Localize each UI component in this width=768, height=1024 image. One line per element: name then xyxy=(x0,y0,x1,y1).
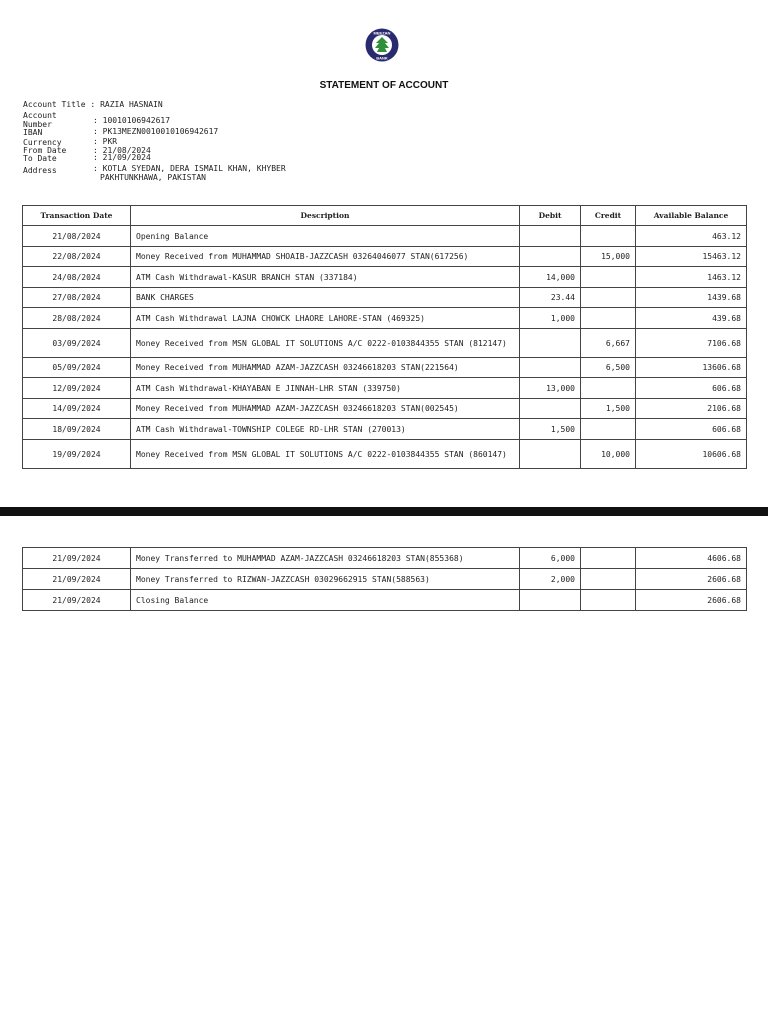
row-credit: 10,000 xyxy=(581,440,636,469)
row-description: Money Received from MSN GLOBAL IT SOLUTIONS A/C 0222-0103844355 STAN (860147) xyxy=(131,440,520,469)
header-available-balance: Available Balance xyxy=(636,206,747,226)
row-description: Money Transferred to MUHAMMAD AZAM-JAZZCASH 03246618203 STAN(855368) xyxy=(131,548,520,569)
account-number-label-2: Number xyxy=(23,120,52,129)
row-credit xyxy=(581,569,636,590)
table-row xyxy=(23,247,747,267)
row-balance: 4606.68 xyxy=(636,548,747,569)
table-row xyxy=(23,288,747,308)
row-credit: 6,500 xyxy=(581,358,636,378)
row-debit xyxy=(520,247,581,267)
page-break xyxy=(0,507,768,516)
row-debit xyxy=(520,440,581,469)
address-line-2: PAKHTUNKHAWA, PAKISTAN xyxy=(100,173,206,182)
row-debit: 2,000 xyxy=(520,569,581,590)
row-debit xyxy=(520,358,581,378)
header-debit: Debit xyxy=(520,206,581,226)
row-debit xyxy=(520,226,581,247)
row-debit: 13,000 xyxy=(520,378,581,399)
row-credit xyxy=(581,590,636,611)
account-info xyxy=(23,101,353,186)
row-credit xyxy=(581,378,636,399)
row-debit: 6,000 xyxy=(520,548,581,569)
table-row xyxy=(23,399,747,419)
row-date: 14/09/2024 xyxy=(23,399,131,419)
row-description: ATM Cash Withdrawal-TOWNSHIP COLEGE RD-LHR STAN (270013) xyxy=(131,419,520,440)
row-debit xyxy=(520,399,581,419)
row-description: Money Received from MUHAMMAD AZAM-JAZZCASH 03246618203 STAN(002545) xyxy=(131,399,520,419)
row-date: 24/08/2024 xyxy=(23,267,131,288)
table-row xyxy=(23,358,747,378)
row-balance: 606.68 xyxy=(636,419,747,440)
row-balance: 1439.68 xyxy=(636,288,747,308)
row-description: Closing Balance xyxy=(131,590,520,611)
row-balance: 439.68 xyxy=(636,308,747,329)
row-credit: 15,000 xyxy=(581,247,636,267)
row-balance: 2106.68 xyxy=(636,399,747,419)
table-row xyxy=(23,569,747,590)
row-date: 28/08/2024 xyxy=(23,308,131,329)
address-line-1: : KOTLA SYEDAN, DERA ISMAIL KHAN, KHYBER xyxy=(93,164,286,173)
address-label: Address xyxy=(23,166,57,175)
bank-logo xyxy=(365,28,399,62)
row-credit xyxy=(581,267,636,288)
row-description: BANK CHARGES xyxy=(131,288,520,308)
table-row xyxy=(23,329,747,358)
row-balance: 606.68 xyxy=(636,378,747,399)
to-date-value: : 21/09/2024 xyxy=(93,153,151,162)
table-row xyxy=(23,226,747,247)
header-transaction-date: Transaction Date xyxy=(23,206,131,226)
table-header-row xyxy=(23,206,747,226)
table-row xyxy=(23,440,747,469)
row-date: 27/08/2024 xyxy=(23,288,131,308)
logo-ring-text-top: MEEZAN xyxy=(373,30,391,36)
row-date: 21/09/2024 xyxy=(23,548,131,569)
header-credit: Credit xyxy=(581,206,636,226)
row-date: 18/09/2024 xyxy=(23,419,131,440)
to-date-label: To Date xyxy=(23,154,57,163)
row-debit xyxy=(520,590,581,611)
iban-value: : PK13MEZN0010010106942617 xyxy=(93,127,219,136)
logo-ring-text-bottom: BANK xyxy=(376,55,388,61)
row-date: 12/09/2024 xyxy=(23,378,131,399)
transactions-table xyxy=(22,205,747,469)
row-description: ATM Cash Withdrawal LAJNA CHOWCK LHAORE LAHORE-STAN (469325) xyxy=(131,308,520,329)
row-credit xyxy=(581,308,636,329)
currency-value: : PKR xyxy=(93,137,118,146)
row-credit xyxy=(581,288,636,308)
row-date: 05/09/2024 xyxy=(23,358,131,378)
row-debit: 14,000 xyxy=(520,267,581,288)
account-number-label: Account xyxy=(23,111,57,120)
row-balance: 1463.12 xyxy=(636,267,747,288)
statement-title: STATEMENT OF ACCOUNT xyxy=(319,80,449,91)
row-date: 21/09/2024 xyxy=(23,569,131,590)
iban-label: IBAN xyxy=(23,128,43,137)
row-description: Opening Balance xyxy=(131,226,520,247)
row-description: Money Received from MUHAMMAD AZAM-JAZZCASH 03246618203 STAN(221564) xyxy=(131,358,520,378)
transactions-table-continued xyxy=(22,547,747,611)
table-row xyxy=(23,308,747,329)
row-balance: 2606.68 xyxy=(636,590,747,611)
account-title-line: Account Title : RAZIA HASNAIN xyxy=(23,100,163,109)
row-date: 19/09/2024 xyxy=(23,440,131,469)
row-balance: 463.12 xyxy=(636,226,747,247)
row-balance: 7106.68 xyxy=(636,329,747,358)
row-description: ATM Cash Withdrawal-KHAYABAN E JINNAH-LHR STAN (339750) xyxy=(131,378,520,399)
from-date-value: : 21/08/2024 xyxy=(93,146,151,155)
row-debit: 1,000 xyxy=(520,308,581,329)
row-credit: 6,667 xyxy=(581,329,636,358)
row-balance: 2606.68 xyxy=(636,569,747,590)
row-credit: 1,500 xyxy=(581,399,636,419)
table-row xyxy=(23,378,747,399)
row-description: ATM Cash Withdrawal-KASUR BRANCH STAN (337184) xyxy=(131,267,520,288)
row-date: 03/09/2024 xyxy=(23,329,131,358)
row-credit xyxy=(581,419,636,440)
row-balance: 13606.68 xyxy=(636,358,747,378)
table-row xyxy=(23,590,747,611)
row-balance: 15463.12 xyxy=(636,247,747,267)
row-credit xyxy=(581,548,636,569)
row-date: 21/09/2024 xyxy=(23,590,131,611)
row-debit xyxy=(520,329,581,358)
row-description: Money Received from MUHAMMAD SHOAIB-JAZZCASH 03264046077 STAN(617256) xyxy=(131,247,520,267)
row-credit xyxy=(581,226,636,247)
row-description: Money Transferred to RIZWAN-JAZZCASH 03029662915 STAN(588563) xyxy=(131,569,520,590)
table-row xyxy=(23,267,747,288)
row-description: Money Received from MSN GLOBAL IT SOLUTIONS A/C 0222-0103844355 STAN (812147) xyxy=(131,329,520,358)
currency-label: Currency xyxy=(23,138,62,147)
from-date-label: From Date xyxy=(23,146,67,155)
row-date: 21/08/2024 xyxy=(23,226,131,247)
row-date: 22/08/2024 xyxy=(23,247,131,267)
row-debit: 1,500 xyxy=(520,419,581,440)
header-description: Description xyxy=(131,206,520,226)
account-number-value: : 10010106942617 xyxy=(93,116,171,125)
row-balance: 10606.68 xyxy=(636,440,747,469)
table-row xyxy=(23,419,747,440)
table-row xyxy=(23,548,747,569)
row-debit: 23.44 xyxy=(520,288,581,308)
